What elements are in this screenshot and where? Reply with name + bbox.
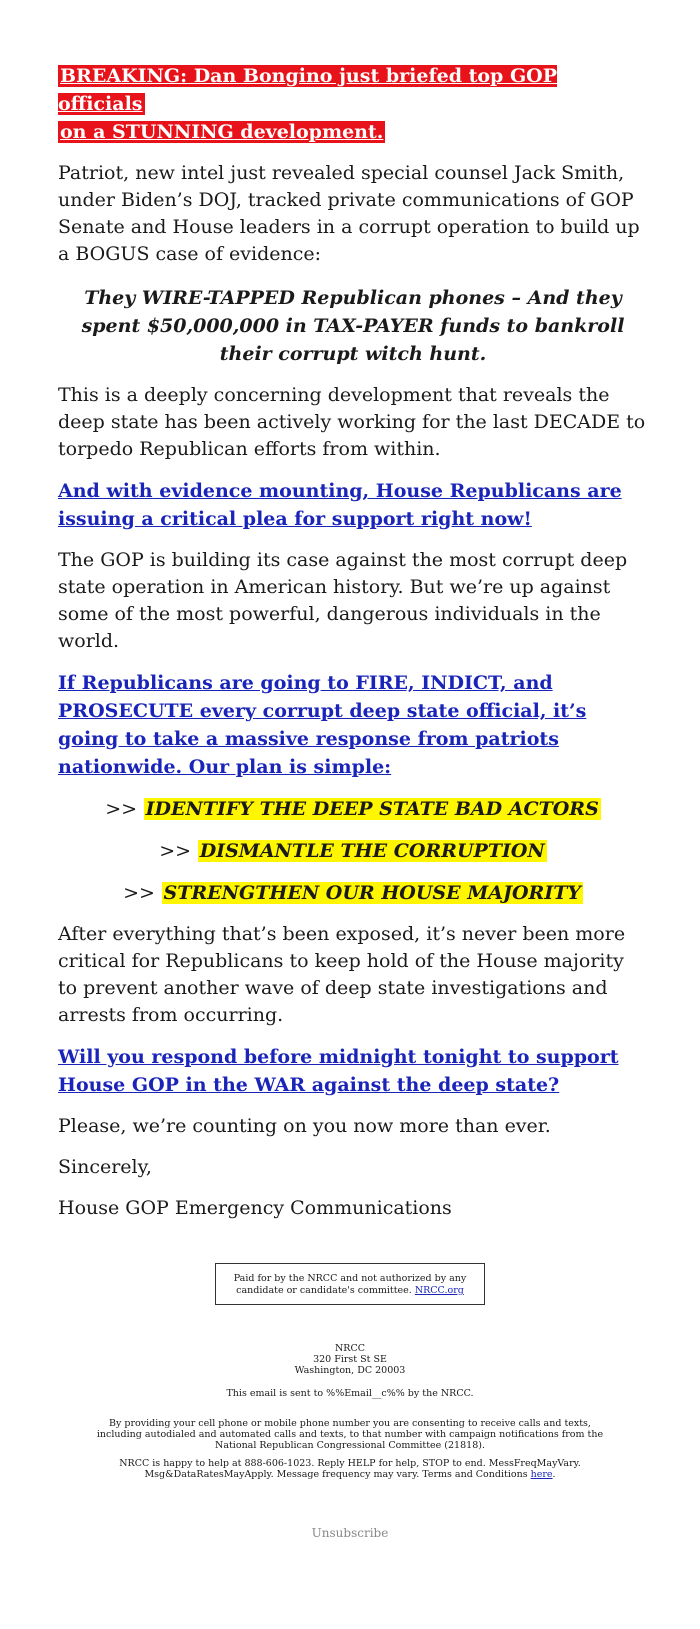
deep-state-paragraph: This is a deeply concerning development that reveals the deep state has been actively working for the last DECADE to torpedo Republican efforts from within. xyxy=(58,384,646,460)
signoff: Sincerely, xyxy=(58,1156,152,1178)
majority-paragraph: After everything that’s been exposed, it’s never been more critical for Republicans to keep hold of the House majority to prevent another wave of deep state investigations and arrests from occurring. xyxy=(58,923,626,1026)
intro-paragraph: Patriot, new intel just revealed special counsel Jack Smith, under Biden’s DOJ, tracked private communications of GOP Senate and House leaders in a corrupt operation to build up a BOGUS case of evidence: xyxy=(58,162,640,265)
arrow-marker: >> xyxy=(159,840,192,862)
counting-paragraph: Please, we’re counting on you now more than ever. xyxy=(58,1115,551,1137)
nrcc-link[interactable]: NRCC.org xyxy=(414,1285,464,1296)
plan-link[interactable]: If Republicans are going to FIRE, INDICT, and PROSECUTE every corrupt deep state official, it’s going to take a massive response from patriots nationwide. Our plan is simple: xyxy=(58,672,587,778)
breaking-headline xyxy=(58,62,648,146)
signature: House GOP Emergency Communications xyxy=(58,1197,452,1219)
plan-item-identify xyxy=(58,795,648,823)
paid-for-disclaimer xyxy=(215,1263,485,1305)
unsubscribe-link[interactable]: Unsubscribe xyxy=(311,1526,389,1540)
org-name: NRCC xyxy=(334,1343,365,1354)
plea-link[interactable]: And with evidence mounting, House Republicans are issuing a critical plea for support right now! xyxy=(58,480,622,530)
plan-item-dismantle xyxy=(58,837,648,865)
address-line-1: 320 First St SE xyxy=(313,1354,387,1365)
plan-item-text: DISMANTLE THE CORRUPTION xyxy=(199,840,545,862)
sms-consent-notice: By providing your cell phone or mobile phone number you are consenting to receive calls and texts, including autodialed and automated calls and texts, to that number with campaign notifications from the National Republican Congressional Committee (21818). xyxy=(96,1418,604,1451)
address-line-2: Washington, DC 20003 xyxy=(294,1365,406,1376)
emphasis-quote: They WIRE-TAPPED Republican phones – And they spent $50,000,000 in TAX-PAYER funds to bankroll their corrupt witch hunt. xyxy=(81,287,625,365)
sent-to-notice: This email is sent to %%Email__c%% by the NRCC. xyxy=(226,1388,474,1399)
headline-line-2: on a STUNNING development. xyxy=(60,121,384,143)
arrow-marker: >> xyxy=(105,798,138,820)
headline-line-1: BREAKING: Dan Bongino just briefed top GOP officials xyxy=(58,65,558,115)
email-body xyxy=(58,62,648,1222)
case-paragraph: The GOP is building its case against the most corrupt deep state operation in American history. But we’re up against some of the most powerful, dangerous individuals in the world. xyxy=(58,549,628,652)
plan-item-text: IDENTIFY THE DEEP STATE BAD ACTORS xyxy=(145,798,599,820)
paid-for-text: Paid for by the NRCC and not authorized by any candidate or candidate's committee. xyxy=(233,1273,467,1296)
terms-link[interactable]: here xyxy=(530,1469,553,1480)
help-text: NRCC is happy to help at 888-606-1023. Reply HELP for help, STOP to end. MessFreqMayVary. Msg&DataRatesMayApply. Message frequency may vary. Terms and Conditions xyxy=(119,1458,581,1480)
arrow-marker: >> xyxy=(123,882,155,904)
respond-link[interactable]: Will you respond before midnight tonight to support House GOP in the WAR against the deep state? xyxy=(58,1046,619,1096)
plan-item-strengthen xyxy=(58,879,648,907)
plan-item-text: STRENGTHEN OUR HOUSE MAJORITY xyxy=(163,882,581,904)
help-notice: NRCC is happy to help at 888-606-1023. Reply HELP for help, STOP to end. MessFreqMayVary. Msg&DataRatesMayApply. Message frequency may vary. Terms and Conditions here. xyxy=(119,1458,581,1480)
mailing-address xyxy=(90,1343,610,1376)
